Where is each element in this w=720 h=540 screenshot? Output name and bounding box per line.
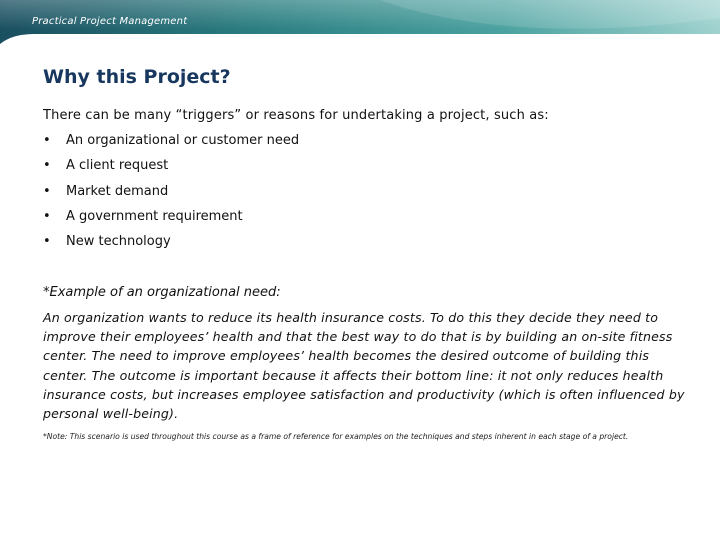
list-item (43, 209, 299, 234)
footnote: *Note: This scenario is used throughout this course as a frame of reference for examples on the techniques and steps inherent in each stage of a project. (43, 432, 629, 441)
list-item-text: An organizational or customer need (66, 133, 300, 148)
page-title: Why this Project? (43, 66, 231, 88)
list-item (43, 234, 299, 259)
bullet-icon: • (43, 158, 51, 174)
list-item-text: Market demand (66, 183, 169, 199)
list-item-text: A government requirement (66, 208, 243, 224)
list-item (43, 158, 299, 183)
bullet-icon: • (43, 234, 51, 250)
list-item-text: A client request (66, 158, 169, 174)
intro-text: There can be many “triggers” or reasons for undertaking a project, such as: (43, 108, 549, 123)
bullet-icon: • (43, 133, 51, 148)
list-item (43, 133, 299, 158)
reasons-list (43, 133, 299, 259)
example-paragraph: An organization wants to reduce its health insurance costs. To do this they decide they need to improve their employees’ health and that the best way to do that is by building an on-site fitness center. The need to improve employees’ health becomes the desired outcome of building this center. The outcome is important because it affects their bottom line: it not only reduces health insurance costs, but increases employee satisfaction and productivity (which is often influenced by personal well-being). (43, 310, 685, 422)
bullet-icon: • (43, 183, 51, 199)
example-heading: *Example of an organizational need: (43, 285, 281, 300)
bullet-icon: • (43, 208, 51, 224)
header-label: Practical Project Management (32, 16, 188, 27)
list-item (43, 184, 299, 209)
list-item-text: New technology (66, 234, 171, 250)
